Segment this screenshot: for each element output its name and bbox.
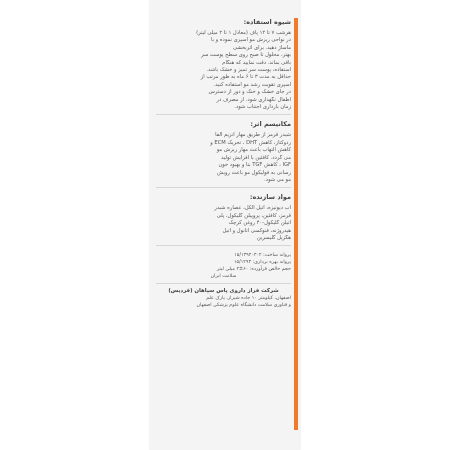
ingredients-section xyxy=(156,193,291,246)
divider xyxy=(156,283,291,284)
usage-line: زمان بارداری اجتناب شود. xyxy=(234,104,291,111)
ingredients-title: مواد سازنده: xyxy=(249,193,291,202)
company-address xyxy=(156,295,291,309)
mechanism-line: IGF ، کاهش TGF بتا و بهبود خون xyxy=(218,162,291,169)
mechanism-line: شیدر قرمز از طریق مهار آنزیم آلفا xyxy=(215,132,291,139)
product-package-side xyxy=(150,0,300,450)
usage-section xyxy=(156,18,291,115)
mechanism-section xyxy=(156,120,291,188)
usage-line: حداقل به مدت ۳ تا ۶ ماه به طور مرتب از xyxy=(200,74,291,81)
mechanism-line: می گردد. کافئین با افزایش تولید xyxy=(221,154,291,161)
ingredients-line: هگزیل گلیسرین xyxy=(256,234,291,241)
mechanism-line: رسانی به فولیکول مو باعث رویش xyxy=(216,169,291,176)
ingredients-line: هیدروژنه، فنوکسی اتانول و اتیل xyxy=(222,227,291,234)
usage-body xyxy=(156,30,291,111)
address-line: و فناوری سلامت دانشگاه علوم پزشکی اصفهان xyxy=(196,303,291,309)
license-info xyxy=(156,252,291,280)
ingredients-line: قرمز، کافئین، پروپیلن گلیکول، پلی xyxy=(216,212,291,219)
license-line: حجم خالص فرآورده: ۶۰±۲ میلی لیتر xyxy=(216,267,291,273)
orange-accent-stripe xyxy=(294,18,298,430)
usage-line: در نواحی ریزش مو اسپری نموده و با xyxy=(210,37,291,44)
package-text xyxy=(156,18,291,309)
mechanism-line: مو می شود. xyxy=(264,176,291,183)
usage-line: هرشب ۷ تا ۱۲ پاف (معادل ۱ تا ۲ میلی لیتر) xyxy=(196,30,291,36)
health-authority: سلامت ایران xyxy=(210,274,237,280)
usage-line: استفاده، پوست سر تمیز و خشک باشد. xyxy=(206,67,291,74)
mechanism-line: کاهش التهاب باعث مهار ریزش مو xyxy=(216,147,291,154)
usage-line: اسپری تقویت رشد مو استفاده کنید. xyxy=(213,81,291,88)
mechanism-title: مکانیسم اثر: xyxy=(250,120,291,129)
usage-line: ماساژ دهید. برای اثربخشی xyxy=(232,44,291,51)
license-line: پروانه ساخت: ۱۵/۱۳۹۴۰۳۰۲ xyxy=(234,253,291,259)
usage-line: بهتر، محلول تا صبح روی سطح پوست سر xyxy=(201,52,291,59)
mechanism-body xyxy=(156,132,291,184)
ingredients-body xyxy=(156,205,291,242)
ingredients-line: اتیلن گلیکول-۴۰ روغن کرچک xyxy=(228,220,291,227)
usage-line: در جای خشک و خنک و دور از دسترس xyxy=(208,89,291,96)
usage-line: اطفال نگهداری شود. از مصرف در xyxy=(216,96,291,103)
usage-line: باقی بماند. دقت نمایید که هنگام xyxy=(222,59,291,66)
mechanism-line: ردوکتاز، کاهش DHT ، تحریک ECM و xyxy=(210,139,291,146)
license-line: پروانه بهره برداری: ۱۵/۱۲۹۳ xyxy=(233,260,291,266)
company-name: شرکت فراز داروی پاس سپاهان (فردیس) xyxy=(168,288,279,295)
usage-title: شیوه استفاده: xyxy=(243,18,291,26)
ingredients-line: آب دیونیزه، اتیل الکل، عصاره شبدر xyxy=(214,205,291,212)
address-line: اصفهان، کیلومتر ۱۰ جاده شیراز، پارک علم xyxy=(206,296,291,302)
